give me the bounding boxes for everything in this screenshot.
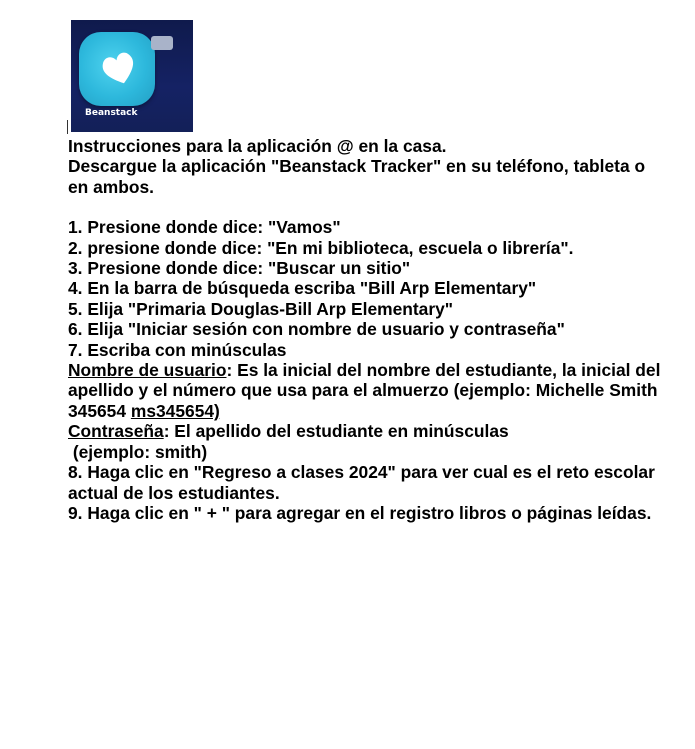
- step-9: 9. Haga clic en " + " para agregar en el registro libros o páginas leídas.: [68, 502, 652, 523]
- step-2: 2. presione donde dice: "En mi biblioteca, escuela o librería".: [68, 237, 574, 258]
- spacer: [68, 197, 668, 217]
- step-3: 3. Presione donde dice: "Buscar un sitio": [68, 258, 411, 279]
- step-6: 6. Elija "Iniciar sesión con nombre de usuario y contraseña": [68, 319, 565, 340]
- username-description: : Es la inicial del nombre del estudiante, la inicial del apellido y el número que usa para el almuerzo (ejemplo: Michelle Smith 345654: [68, 360, 661, 421]
- password-label: Contraseña: [68, 421, 164, 442]
- username-example: ms345654): [130, 400, 220, 421]
- app-icon-label: Beanstack: [85, 108, 138, 118]
- step-5: 5. Elija "Primaria Douglas-Bill Arp Elementary": [68, 298, 454, 319]
- text-cursor: [67, 120, 68, 134]
- password-example: (ejemplo: smith): [68, 441, 208, 462]
- lock-icon: [151, 36, 173, 50]
- username-label: Nombre de usuario: [68, 360, 227, 381]
- instructions-text: [68, 136, 668, 523]
- username-paragraph: [68, 360, 668, 421]
- password-paragraph: [68, 421, 668, 441]
- step-7: 7. Escriba con minúsculas: [68, 339, 287, 360]
- beanstack-badge: [79, 32, 155, 106]
- step-4: 4. En la barra de búsqueda escriba "Bill Arp Elementary": [68, 278, 537, 299]
- step-8: 8. Haga clic en "Regreso a clases 2024" para ver cual es el reto escolar actual de los estudiantes.: [68, 462, 655, 503]
- beanstack-app-icon: [71, 20, 193, 132]
- intro-line-1: Instrucciones para la aplicación @ en la casa.: [68, 136, 447, 156]
- password-description: : El apellido del estudiante en minúsculas: [163, 421, 509, 442]
- intro-line-2: Descargue la aplicación "Beanstack Tracker" en su teléfono, tableta o en ambos.: [68, 156, 646, 197]
- beanstack-heart-icon: [99, 48, 139, 88]
- step-1: 1. Presione donde dice: "Vamos": [68, 217, 341, 238]
